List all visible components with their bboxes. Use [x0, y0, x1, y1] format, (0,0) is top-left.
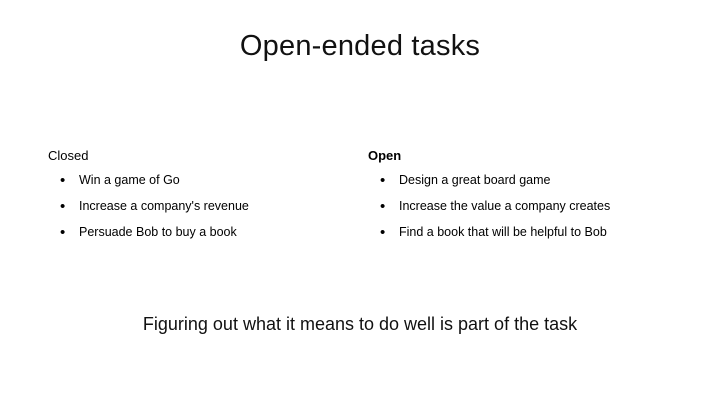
- list-item-label: Increase a company's revenue: [79, 199, 249, 213]
- bullet-dot-icon: •: [60, 224, 66, 241]
- list-item-label: Increase the value a company creates: [399, 199, 611, 213]
- slide-footer-text: Figuring out what it means to do well is part of the task: [142, 314, 578, 334]
- list-item: [368, 198, 688, 214]
- bullet-dot-icon: •: [60, 172, 66, 189]
- list-item: [48, 198, 368, 214]
- list-item: [48, 224, 368, 240]
- column-closed: [48, 148, 368, 250]
- bullet-dot-icon: •: [380, 172, 386, 189]
- bullet-list-open: [368, 172, 688, 240]
- list-item-label: Design a great board game: [399, 173, 551, 187]
- list-item-label: Win a game of Go: [79, 173, 180, 187]
- bullet-dot-icon: •: [380, 198, 386, 215]
- column-heading-closed: Closed: [48, 148, 89, 163]
- column-open: [368, 148, 688, 250]
- column-heading-open: Open: [368, 148, 402, 163]
- bullet-dot-icon: •: [60, 198, 66, 215]
- list-item-label: Persuade Bob to buy a book: [79, 225, 237, 239]
- list-item: [368, 172, 688, 188]
- bullet-dot-icon: •: [380, 224, 386, 241]
- list-item-label: Find a book that will be helpful to Bob: [399, 225, 607, 239]
- list-item: [48, 172, 368, 188]
- list-item: [368, 224, 688, 240]
- bullet-list-closed: [48, 172, 368, 240]
- page-title: Open-ended tasks: [239, 30, 481, 62]
